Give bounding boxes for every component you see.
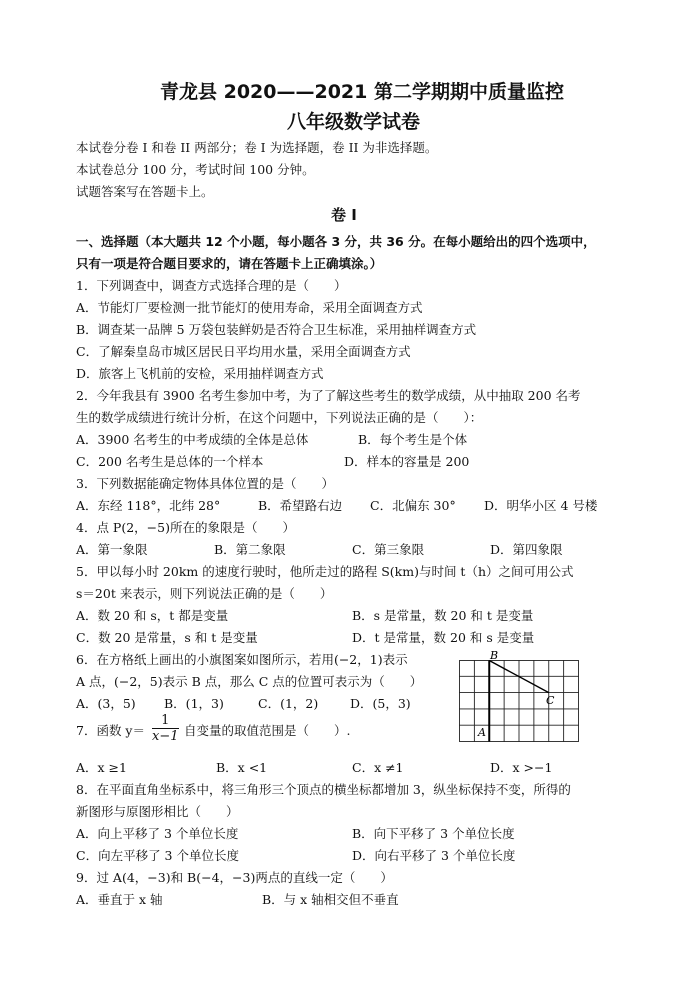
q1-option-c: C．了解秦皇岛市城区居民日平均用水量，采用全面调查方式 <box>76 344 411 359</box>
q3-option-d: D．明华小区 4 号楼 <box>484 498 598 513</box>
q4-option-c: C．第三象限 <box>352 542 425 557</box>
q2-option-c: C．200 名考生是总体的一个样本 <box>76 454 264 469</box>
q7-option-c: C．x ≠1 <box>352 760 404 775</box>
q7-option-b: B．x <1 <box>216 760 268 775</box>
section-heading: 卷 I <box>331 206 357 224</box>
q4-option-d: D．第四象限 <box>490 542 563 557</box>
q5-option-b: B．s 是常量，数 20 和 t 是变量 <box>352 608 534 623</box>
q1-stem: 1．下列调查中，调查方式选择合理的是（ ） <box>76 278 347 293</box>
q8-stem-2: 新图形与原图形相比（ ） <box>76 804 239 819</box>
q9-option-a: A．垂直于 x 轴 <box>76 892 163 907</box>
q2-stem-2: 生的数学成绩进行统计分析，在这个问题中，下列说法正确的是（ ）： <box>76 410 483 425</box>
q8-option-d: D．向右平移了 3 个单位长度 <box>352 848 516 863</box>
q5-stem-2: s＝20t 来表示，则下列说法正确的是（ ） <box>76 586 333 601</box>
intro-line-2: 本试卷总分 100 分，考试时间 100 分钟。 <box>76 162 315 177</box>
q2-stem-1: 2．今年我县有 3900 名考生参加中考，为了了解这些考生的数学成绩，从中抽取 200 名考 <box>76 388 581 403</box>
q5-option-a: A．数 20 和 s，t 都是变量 <box>76 608 229 623</box>
q2-option-a: A．3900 名考生的中考成绩的全体是总体 <box>76 432 309 447</box>
q6-stem-2: A 点，(−2，5)表示 B 点，那么 C 点的位置可表示为（ ） <box>76 674 423 689</box>
q7-option-d: D．x >−1 <box>490 760 553 775</box>
grid-lines <box>459 660 579 742</box>
point-b-label: B <box>490 649 499 662</box>
q6-option-c: C．(1，2) <box>258 696 319 711</box>
section-instruction-2: 只有一项是符合题目要求的，请在答题卡上正确填涂。） <box>76 256 383 271</box>
q1-option-a: A．节能灯厂要检测一批节能灯的使用寿命，采用全面调查方式 <box>76 300 423 315</box>
q3-option-b: B．希望路右边 <box>258 498 343 513</box>
q4-option-a: A．第一象限 <box>76 542 148 557</box>
q8-option-b: B．向下平移了 3 个单位长度 <box>352 826 515 841</box>
q4-option-b: B．第二象限 <box>214 542 286 557</box>
q6-option-d: D．(5，3) <box>350 696 411 711</box>
exam-subtitle: 八年级数学试卷 <box>287 111 421 133</box>
q9-stem: 9．过 A(4，−3)和 B(−4，−3)两点的直线一定（ ） <box>76 870 393 885</box>
q6-option-a: A．(3，5) <box>76 696 136 711</box>
q3-stem: 3．下列数据能确定物体具体位置的是（ ） <box>76 476 334 491</box>
q7-fraction <box>152 713 179 745</box>
q3-option-c: C．北偏东 30° <box>370 498 456 513</box>
q6-stem-1: 6．在方格纸上画出的小旗图案如图所示，若用(−2，1)表示 <box>76 652 408 667</box>
q7-fraction-numerator: 1 <box>152 713 179 729</box>
point-c-label: C <box>546 694 555 707</box>
q6-option-b: B．(1，3) <box>164 696 224 711</box>
q8-option-a: A．向上平移了 3 个单位长度 <box>76 826 239 841</box>
q8-stem-1: 8．在平面直角坐标系中，将三角形三个顶点的横坐标都增加 3，纵坐标保持不变，所得的 <box>76 782 571 797</box>
point-a-label: A <box>478 726 486 739</box>
q7-option-a: A．x ≥1 <box>76 760 127 775</box>
q5-option-d: D．t 是常量，数 20 和 s 是变量 <box>352 630 535 645</box>
q4-stem: 4．点 P(2，−5)所在的象限是（ ） <box>76 520 295 535</box>
exam-title: 青龙县 2020——2021 第二学期期中质量监控 <box>160 81 564 103</box>
q7-stem-pre: 7．函数 y＝ <box>76 723 145 738</box>
q2-option-d: D．样本的容量是 200 <box>344 454 470 469</box>
q3-option-a: A．东经 118°，北纬 28° <box>76 498 221 513</box>
intro-line-1: 本试卷分卷 I 和卷 II 两部分；卷 I 为选择题，卷 II 为非选择题。 <box>76 140 438 155</box>
flag-grid-figure <box>459 649 579 742</box>
q8-option-c: C．向左平移了 3 个单位长度 <box>76 848 239 863</box>
q9-option-b: B．与 x 轴相交但不垂直 <box>262 892 399 907</box>
q5-stem-1: 5．甲以每小时 20km 的速度行驶时，他所走过的路程 S(km)与时间 t（h）之间可用公式 <box>76 564 574 579</box>
q7-stem-post: 自变量的取值范围是（ ）. <box>184 723 351 738</box>
q7-fraction-denominator: x−1 <box>152 729 179 744</box>
intro-line-3: 试题答案写在答题卡上。 <box>76 184 214 199</box>
q2-option-b: B．每个考生是个体 <box>358 432 468 447</box>
q5-option-c: C．数 20 是常量，s 和 t 是变量 <box>76 630 258 645</box>
q1-option-d: D．旅客上飞机前的安检，采用抽样调查方式 <box>76 366 324 381</box>
section-instruction-1: 一、选择题（本大题共 12 个小题，每小题各 3 分，共 36 分。在每小题给出的四个选项中， <box>76 234 596 249</box>
q1-option-b: B．调查某一品牌 5 万袋包装鲜奶是否符合卫生标准，采用抽样调查方式 <box>76 322 477 337</box>
